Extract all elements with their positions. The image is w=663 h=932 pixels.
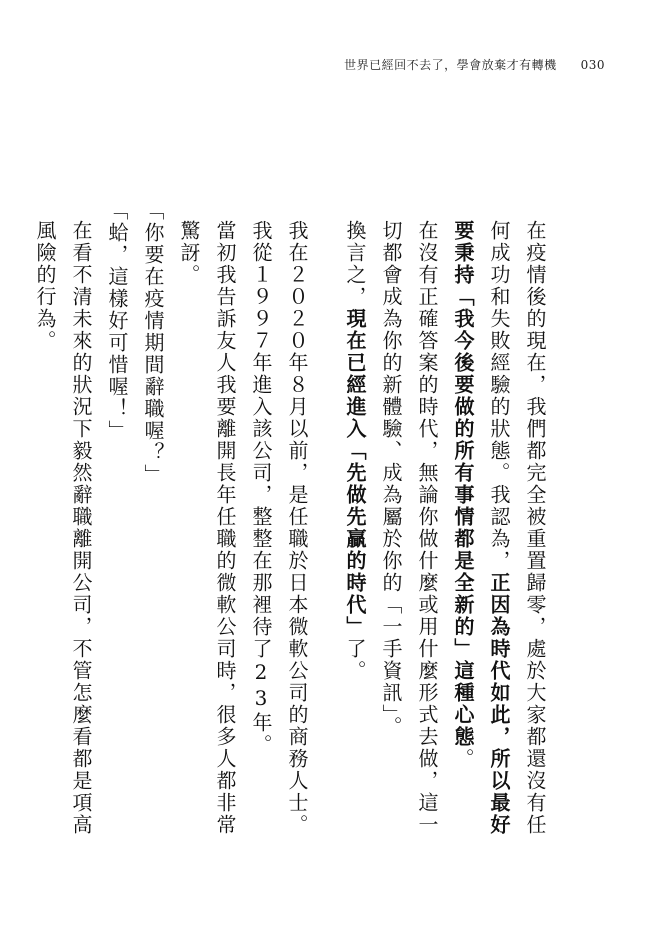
dialogue-line	[99, 200, 135, 850]
page-number: 030	[580, 58, 605, 72]
paragraph	[337, 200, 373, 850]
text-run: 「你要在疫情期間辭職喔？」	[141, 200, 165, 486]
running-header	[344, 56, 605, 73]
paragraph	[27, 200, 99, 850]
text-run: 當初我告訴友人我要離開長年任職的微軟公司時，很多人都非常驚訝。	[177, 220, 237, 836]
running-title: 世界已經回不去了，學會放棄才有轉機	[344, 58, 557, 72]
text-run: 在疫情後的現在，我們都完全被重置歸零，處於大家都還沒有任何成功和失敗經驗的狀態。我認為，	[487, 220, 547, 836]
text-run: 在看不清未來的狀況下毅然辭職離開公司，不管怎麼看都是項高風險的行為。	[33, 220, 93, 836]
paragraph	[243, 200, 315, 850]
bold-text-run: 正因為時代如此，所以最好要秉持「我今後要做的所有事情都是全新的」這種心態	[451, 220, 511, 836]
paragraph	[171, 200, 243, 850]
bold-text-run: 現在已經進入「先做先贏的時代」	[343, 308, 367, 638]
text-run: 我在２０２０年８月以前，是任職於日本微軟公司的商務人士。我從１９９７年進入該公司，整整在那裡待了23年。	[249, 220, 309, 836]
text-run: 。	[451, 748, 475, 770]
text-run: 換言之，	[343, 220, 367, 308]
vertical-text-body	[27, 200, 553, 850]
paragraph	[373, 200, 445, 850]
text-run: 「蛤，這樣好可惜喔！」	[105, 200, 129, 442]
text-run: 在沒有正確答案的時代，無論你做什麼或用什麼形式去做，這一切都會成為你的新體驗、成為屬於你的「一手資訊」。	[379, 220, 439, 836]
paragraph	[445, 200, 553, 850]
dialogue-line	[135, 200, 171, 850]
text-run: 了。	[343, 638, 367, 682]
